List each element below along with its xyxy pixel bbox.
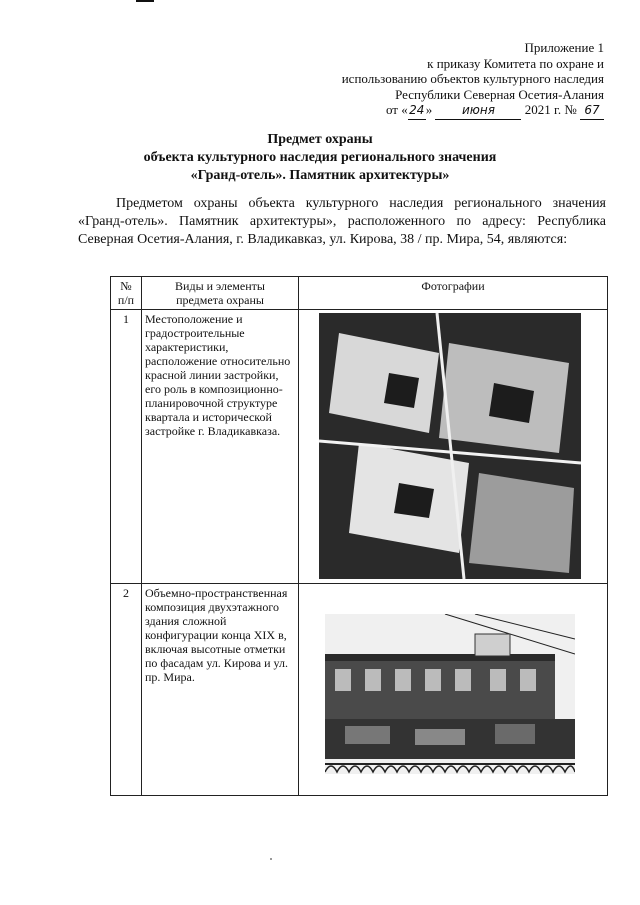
appendix-line: использованию объектов культурного наследия — [341, 71, 604, 86]
table-header-row — [111, 277, 608, 310]
header-kinds-line: Виды и элементы — [175, 279, 265, 293]
street-facade-photo-icon — [325, 614, 575, 774]
title-line: «Гранд-отель». Памятник архитектуры» — [190, 168, 450, 183]
header-kinds-line: предмета охраны — [176, 293, 264, 307]
scan-speck — [270, 858, 272, 860]
header-photos: Фотографии — [299, 277, 608, 310]
date-day: 24 — [408, 103, 426, 120]
appendix-date-line — [342, 102, 604, 120]
date-prefix: от « — [385, 102, 408, 117]
row-number: 1 — [111, 310, 142, 584]
header-number — [111, 277, 142, 310]
title-line: Предмет охраны — [267, 132, 373, 147]
row-photo-cell — [299, 584, 608, 796]
date-month: июня — [435, 103, 521, 120]
appendix-line: Республики Северная Осетия-Алания — [395, 86, 604, 102]
document-title — [0, 131, 640, 185]
header-kinds — [142, 277, 299, 310]
date-year-label: 2021 г. № — [524, 102, 577, 117]
appendix-header — [342, 40, 604, 120]
date-mid: » — [425, 102, 433, 117]
row-description: Объемно-пространственная композиция двухэтажного здания сложной конфигурации конца XIX в, включая высотные отметки по фасадам ул. Кирова и ул. пр. Мира. — [142, 584, 299, 796]
appendix-line: к приказу Комитета по охране и — [427, 55, 604, 71]
table-row — [111, 310, 608, 584]
intro-paragraph: Предметом охраны объекта культурного наследия регионального значения «Гранд-отель». Памятник архитектуры», расположенного по адресу: Республика Северная Осетия-Алания, г. Владикавказ, ул. Кирова, 38 / пр. Мира, 54, являются: — [78, 196, 606, 247]
row-photo-cell — [299, 310, 608, 584]
title-line: объекта культурного наследия регионального значения — [143, 150, 497, 165]
aerial-photo-icon — [319, 313, 581, 579]
header-number-line: № — [120, 279, 132, 293]
order-number: 67 — [580, 103, 604, 120]
top-mark — [136, 0, 154, 2]
row-number: 2 — [111, 584, 142, 796]
appendix-line: Приложение 1 — [524, 40, 604, 55]
protection-table — [110, 276, 608, 796]
header-number-line: п/п — [117, 293, 135, 307]
table-row — [111, 584, 608, 796]
facade-photo-graphic — [325, 614, 575, 774]
aerial-photo-graphic — [319, 313, 581, 579]
row-description: Местоположение и градостроительные характеристики, расположение относительно красной линии застройки, его роль в композиционно-планировочной структуре квартала и исторической застройке г. Владикавказа. — [142, 310, 299, 584]
